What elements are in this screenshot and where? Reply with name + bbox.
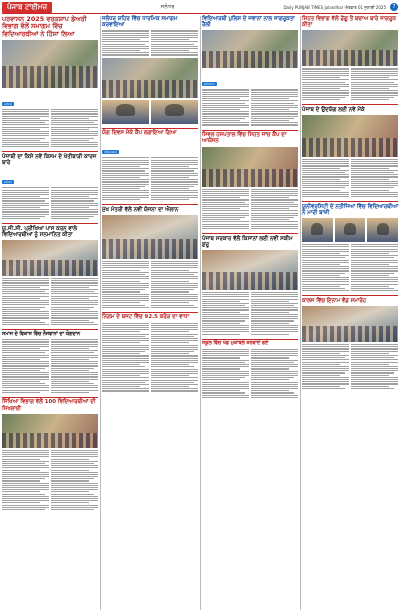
article[interactable] xyxy=(2,332,98,393)
dateline-tag: ਜਲੰਧਰ xyxy=(4,180,12,185)
article[interactable] xyxy=(202,16,298,126)
divider xyxy=(2,223,98,224)
article-photo xyxy=(102,58,198,98)
article-body xyxy=(302,68,398,100)
headline: ਸਮਾਜ ਦੇ ਵਿਕਾਸ ਵਿੱਚ ਨੌਜਵਾਨਾਂ ਦਾ ਯੋਗਦਾਨ xyxy=(2,331,81,337)
headline: ਪਰਵਾਸਨ 2025 ਵਰਕਸ਼ਾਪ ਡੇਅਰੀ ਵਿਭਾਗ ਵੱਲੋਂ ਸਮਾਗਮ ਵਿੱਚ ਵਿਦਿਆਰਥੀਆਂ ਨੇ ਹਿੱਸਾ ਲਿਆ xyxy=(2,15,87,38)
article-body xyxy=(102,157,198,200)
article-body xyxy=(2,187,98,219)
divider xyxy=(102,312,198,313)
article[interactable] xyxy=(102,314,198,391)
thumbnail-photo xyxy=(335,218,366,242)
headline: ਜਲੰਧਰ ਸ਼ਹਿਰ ਵਿੱਚ ਧਾਰਮਿਕ ਸਮਾਗਮ ਕਰਵਾਇਆ xyxy=(102,16,178,29)
headline: ਕਾਲਜ ਵਿੱਚ ਇਨਾਮ ਵੰਡ ਸਮਾਰੋਹ xyxy=(302,297,366,304)
article-body xyxy=(2,109,98,147)
article-body xyxy=(202,89,298,125)
article-photo xyxy=(2,240,98,276)
divider xyxy=(2,151,98,152)
article-body xyxy=(202,349,298,398)
article[interactable] xyxy=(2,154,98,219)
article[interactable] xyxy=(2,399,98,510)
article-photo xyxy=(202,250,298,290)
headline: ਪੰਜਾਬ ਸਰਕਾਰ ਵੱਲੋਂ ਕਿਸਾਨਾਂ ਲਈ ਨਵੀਂ ਸਕੀਮ ਸ਼ੁਰੂ xyxy=(202,235,293,248)
article-body xyxy=(2,450,98,510)
article-photo xyxy=(302,115,398,157)
masthead xyxy=(2,1,398,14)
brand-logo: ਪੰਜਾਬ ਟਾਈਮਜ਼ xyxy=(2,2,52,13)
article[interactable] xyxy=(202,132,298,229)
headline: ਨਿਗਮ ਦੇ ਬਜਟ ਵਿੱਚ 92.5 ਕਰੋੜ ਦਾ ਵਾਧਾ xyxy=(102,314,189,321)
article[interactable] xyxy=(102,130,198,200)
article-photo xyxy=(202,147,298,187)
headline: ਯੂਨੀਵਰਸਿਟੀ ਦੇ ਨਤੀਜਿਆਂ ਵਿੱਚ ਵਿਦਿਆਰਥੀਆਂ ਨੇ ਮਾਰੀ ਬਾਜ਼ੀ xyxy=(302,203,399,216)
dateline-tag: ਲੁਧਿਆਣਾ xyxy=(204,82,215,87)
article-body xyxy=(102,30,198,55)
headline: ਸਿਵਲ ਹਸਪਤਾਲ ਵਿੱਚ ਸਿਹਤ ਜਾਂਚ ਕੈਂਪ ਦਾ ਆਯੋਜਨ xyxy=(202,132,287,145)
divider xyxy=(302,295,398,296)
article[interactable] xyxy=(2,226,98,325)
article[interactable] xyxy=(302,107,398,197)
article[interactable] xyxy=(302,16,398,100)
thumbnail-photo xyxy=(102,100,149,124)
dateline-tag: ਅੰਮ੍ਰਿਤਸਰ xyxy=(104,150,118,155)
article-body xyxy=(102,323,198,392)
divider xyxy=(102,204,198,205)
divider xyxy=(202,130,298,131)
divider xyxy=(2,329,98,330)
headline: ਯੂ.ਜੀ.ਸੀ. ਪ੍ਰੀਖਿਆ ਪਾਸ ਕਰਨ ਵਾਲੇ ਵਿਦਿਆਰਥੀਆਂ ਨੂੰ ਸਨਮਾਨਿਤ ਕੀਤਾ xyxy=(2,225,77,238)
headline: ਸਿਹਤ ਵਿਭਾਗ ਵੱਲੋਂ ਡੇਂਗੂ ਤੋਂ ਬਚਾਅ ਬਾਰੇ ਜਾਗਰੂਕ ਕੀਤਾ xyxy=(302,16,396,29)
column-divider xyxy=(100,16,101,610)
page-number: 7 xyxy=(390,3,398,11)
article-photo xyxy=(102,215,198,259)
article-photo xyxy=(202,30,298,68)
headline: ਸਕੂਲ ਵਿੱਚ ਖੇਡ ਮੁਕਾਬਲੇ ਕਰਵਾਏ ਗਏ xyxy=(202,341,269,347)
thumbnail-photo xyxy=(151,100,198,124)
edition-text: Daily PUNJAB TIMES Jalandhar ਐਤਵਾਰ 01 ਜੁਲਾਈ 2025 xyxy=(283,4,386,10)
column-4 xyxy=(302,16,398,393)
column-divider xyxy=(200,16,201,610)
headline: ਸਿੱਖਿਆ ਵਿਭਾਗ ਵੱਲੋਂ 100 ਵਿਦਿਆਰਥੀਆਂ ਦੀ ਸਿਖਲਾਈ xyxy=(2,399,96,412)
article-body xyxy=(302,344,398,389)
divider xyxy=(2,397,98,398)
section-label: ਜਲੰਧਰ xyxy=(160,4,175,10)
article-body xyxy=(2,278,98,325)
article[interactable] xyxy=(2,16,98,147)
article-body xyxy=(302,244,398,291)
edition-info xyxy=(283,3,398,11)
article-body xyxy=(202,292,298,335)
divider xyxy=(302,201,398,202)
divider xyxy=(302,104,398,105)
headline: ਵਿਦਿਆਰਥੀ ਪੁਲਿਸ ਦੇ ਜਵਾਨਾਂ ਨਾਲ ਜਾਗਰੂਕਤਾ ਰੈਲੀ xyxy=(202,16,295,29)
thumbnail-strip xyxy=(102,100,198,124)
column-1 xyxy=(2,16,98,514)
divider xyxy=(202,233,298,234)
article[interactable] xyxy=(102,16,198,124)
article-body xyxy=(302,159,398,197)
column-3 xyxy=(202,16,298,402)
thumbnail-photo xyxy=(302,218,333,242)
article-photo xyxy=(302,306,398,342)
article[interactable] xyxy=(202,236,298,335)
dateline-tag: ਜਲੰਧਰ xyxy=(4,102,12,107)
headline: ਪੰਜਾਬ ਦੇ ਉਦਯੋਗ ਲਈ ਨਵੇਂ ਮੌਕੇ xyxy=(302,106,365,113)
article-body xyxy=(2,339,98,393)
article-photo xyxy=(2,414,98,448)
article-body xyxy=(102,261,198,308)
divider xyxy=(102,128,198,129)
article-photo xyxy=(2,40,98,88)
column-2 xyxy=(102,16,198,396)
thumbnail-strip xyxy=(302,218,398,242)
divider xyxy=(202,339,298,340)
headline: ਪੰਜਾਬੀ ਦਾ ਕਿਸੇ ਨਵੇਂ ਕਿਸਮ ਦੇ ਖੇਤੀਬਾੜੀ ਕਾਰਜ ਬਾਰੇ xyxy=(2,153,97,167)
article[interactable] xyxy=(202,341,298,398)
article-photo xyxy=(302,30,398,66)
article[interactable] xyxy=(302,204,398,291)
headline: ਮੁੱਖ ਮੰਤਰੀ ਵੱਲੋਂ ਨਵੀਂ ਯੋਜਨਾ ਦਾ ਐਲਾਨ xyxy=(102,206,179,213)
thumbnail-photo xyxy=(367,218,398,242)
column-divider xyxy=(300,16,301,610)
article[interactable] xyxy=(302,298,398,389)
article[interactable] xyxy=(102,207,198,308)
headline: ਯੋਗ ਦਿਵਸ ਮੌਕੇ ਕੈਂਪ ਲਗਾਇਆ ਗਿਆ xyxy=(102,130,177,137)
article-body xyxy=(202,189,298,229)
